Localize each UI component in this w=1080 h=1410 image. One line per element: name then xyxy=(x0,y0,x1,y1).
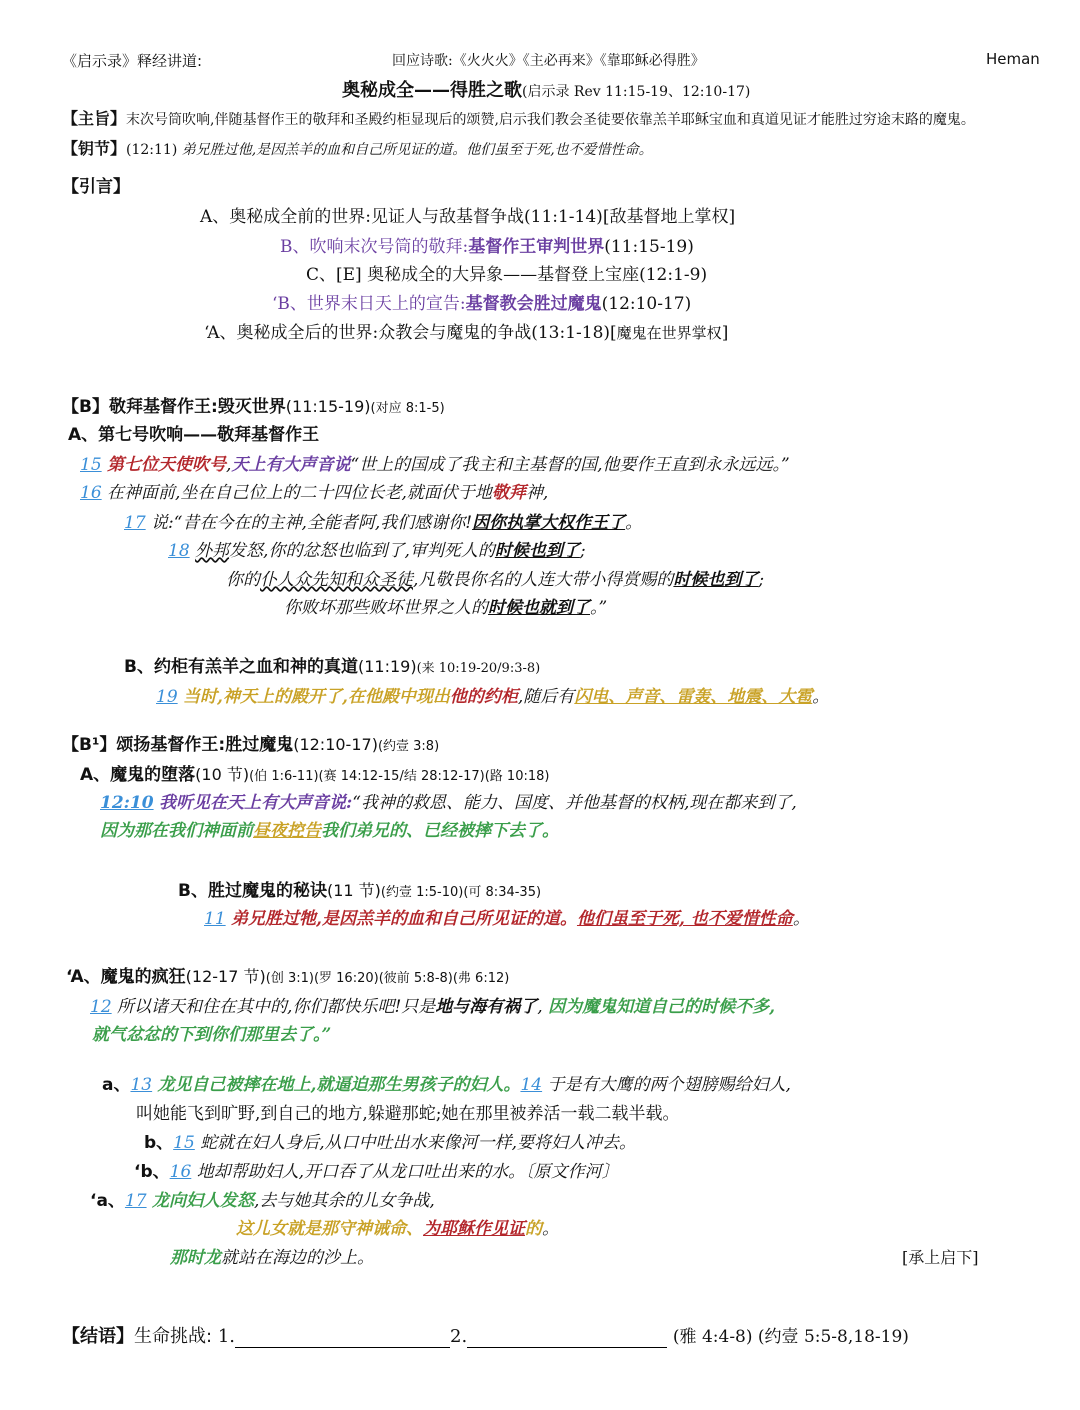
section-b-sub-b: B、约柜有羔羊之血和神的真道(11:19)(来 10:19-20/9:3-8) xyxy=(124,657,541,677)
section-b1-sub-a-prime: ‘A、魔鬼的疯狂(12-17 节)(创 3:1)(罗 16:20)(彼前 5:8-8)(弗 6:12) xyxy=(66,967,510,987)
verse-13-14: a、13 龙见自己被摔在地上,就逼迫那生男孩子的妇人。14 于是有大鹰的两个翅膀赐给妇人, xyxy=(102,1075,791,1095)
section-b1-sub-a: A、魔鬼的堕落(10 节)(伯 1:6-11)(赛 14:12-15/结 28:12-17)(路 10:18) xyxy=(80,765,550,785)
section-b-heading: 【B】敬拜基督作王:毁灭世界(11:15-19)(对应 8:1-5) xyxy=(62,397,445,417)
theme-line: 【主旨】末次号筒吹响,伴随基督作王的敬拜和圣殿约柜显现后的颂赞,启示我们教会圣徒要依靠羔羊耶稣宝血和真道见证才能胜过穷途末路的魔鬼。 xyxy=(62,109,975,128)
verse-15: 15 第七位天使吹号,天上有大声音说“世上的国成了我主和主基督的国,他要作王直到永永远远。” xyxy=(80,455,790,475)
intro-b: B、吹响末次号筒的敬拜:基督作王审判世界(11:15-19) xyxy=(280,237,694,257)
verse-18-cont1: 你的仆人众先知和众圣徒,凡敬畏你名的人连大带小得赏赐的时候也到了; xyxy=(226,570,765,590)
section-b-sub-a: A、第七号吹响——敬拜基督作王 xyxy=(68,425,320,445)
blank-1[interactable] xyxy=(235,1329,450,1348)
verse-11: 11 弟兄胜过牠,是因羔羊的血和自己所见证的道。他们虽至于死, 也不爱惜性命。 xyxy=(204,909,810,929)
verse-17: 17 说:“昔在今在的主神,全能者阿,我们感谢你!因你执掌大权作王了。 xyxy=(124,513,643,533)
verse-12-10: 12:10 我听见在天上有大声音说:“我神的救恩、能力、国度、并他基督的权柄,现在都来到了, xyxy=(100,793,797,813)
verse-18: 18 外邦发怒,你的忿怒也临到了,审判死人的时候也到了; xyxy=(168,541,586,561)
section-b1-sub-b: B、胜过魔鬼的秘诀(11 节)(约壹 1:5-10)(可 8:34-35) xyxy=(178,881,542,901)
intro-c: C、[E] 奥秘成全的大异象——基督登上宝座(12:1-9) xyxy=(306,265,708,285)
section-b1-heading: 【B¹】颂扬基督作王:胜过魔鬼(12:10-17)(约壹 3:8) xyxy=(62,735,440,755)
verse-17-cont2: 那时龙就站在海边的沙上。 xyxy=(170,1248,374,1268)
page-title: 奥秘成全——得胜之歌(启示录 Rev 11:15-19、12:10-17) xyxy=(342,80,751,101)
verse-18-cont2: 你败坏那些败坏世界之人的时候也就到了。” xyxy=(284,598,608,618)
verse-12: 12 所以诸天和住在其中的,你们都快乐吧!只是地与海有祸了, 因为魔鬼知道自己的时候不多, xyxy=(90,997,776,1017)
intro-a: A、奥秘成全前的世界:见证人与敌基督争战(11:1-14)[敌基督地上掌权] xyxy=(200,207,736,227)
intro-label: 【引言】 xyxy=(62,177,130,197)
intro-a-prime: ‘A、奥秘成全后的世界:众教会与魔鬼的争战(13:1-18)[魔鬼在世界掌权] xyxy=(204,323,729,343)
verse-17-cont1: 这儿女就是那守神诫命、为耶稣作见证的。 xyxy=(236,1219,559,1239)
header-right: Heman xyxy=(986,50,1040,68)
transition-note: [承上启下] xyxy=(902,1248,979,1267)
header-left: 《启示录》释经讲道: xyxy=(62,52,203,70)
verse-14-cont: 叫她能飞到旷野,到自己的地方,躲避那蛇;她在那里被养活一载二载半载。 xyxy=(136,1104,680,1124)
verse-16: 16 在神面前,坐在自己位上的二十四位长老,就面伏于地敬拜神, xyxy=(80,483,549,503)
verse-15-b: b、15 蛇就在妇人身后,从口中吐出水来像河一样,要将妇人冲去。 xyxy=(144,1133,637,1153)
verse-19: 19 当时,神天上的殿开了,在他殿中现出他的约柜,随后有闪电、声音、雷轰、地震、大雹。 xyxy=(156,687,830,707)
verse-17-b: ‘a、17 龙向妇人发怒,去与她其余的儿女争战, xyxy=(90,1191,435,1211)
header-center: 回应诗歌:《火火火》《主必再来》《靠耶稣必得胜》 xyxy=(392,53,705,69)
blank-2[interactable] xyxy=(467,1329,667,1348)
intro-b-prime: ‘B、世界末日天上的宣告:基督教会胜过魔鬼(12:10-17) xyxy=(272,294,692,314)
verse-12-10-cont: 因为那在我们神面前昼夜控告我们弟兄的、已经被摔下去了。 xyxy=(100,821,559,841)
conclusion-line: 【结语】生命挑战: 1. 2. (雅 4:4-8) (约壹 5:5-8,18-19) xyxy=(62,1326,909,1347)
verse-12-cont: 就气忿忿的下到你们那里去了。” xyxy=(92,1025,332,1045)
verse-16-b: ‘b、16 地却帮助妇人,开口吞了从龙口吐出来的水。〔原文作河〕 xyxy=(134,1162,619,1182)
key-verse-line: 【钥节】(12:11) 弟兄胜过他,是因羔羊的血和自己所见证的道。他们虽至于死,也不爱惜性命。 xyxy=(62,139,653,158)
